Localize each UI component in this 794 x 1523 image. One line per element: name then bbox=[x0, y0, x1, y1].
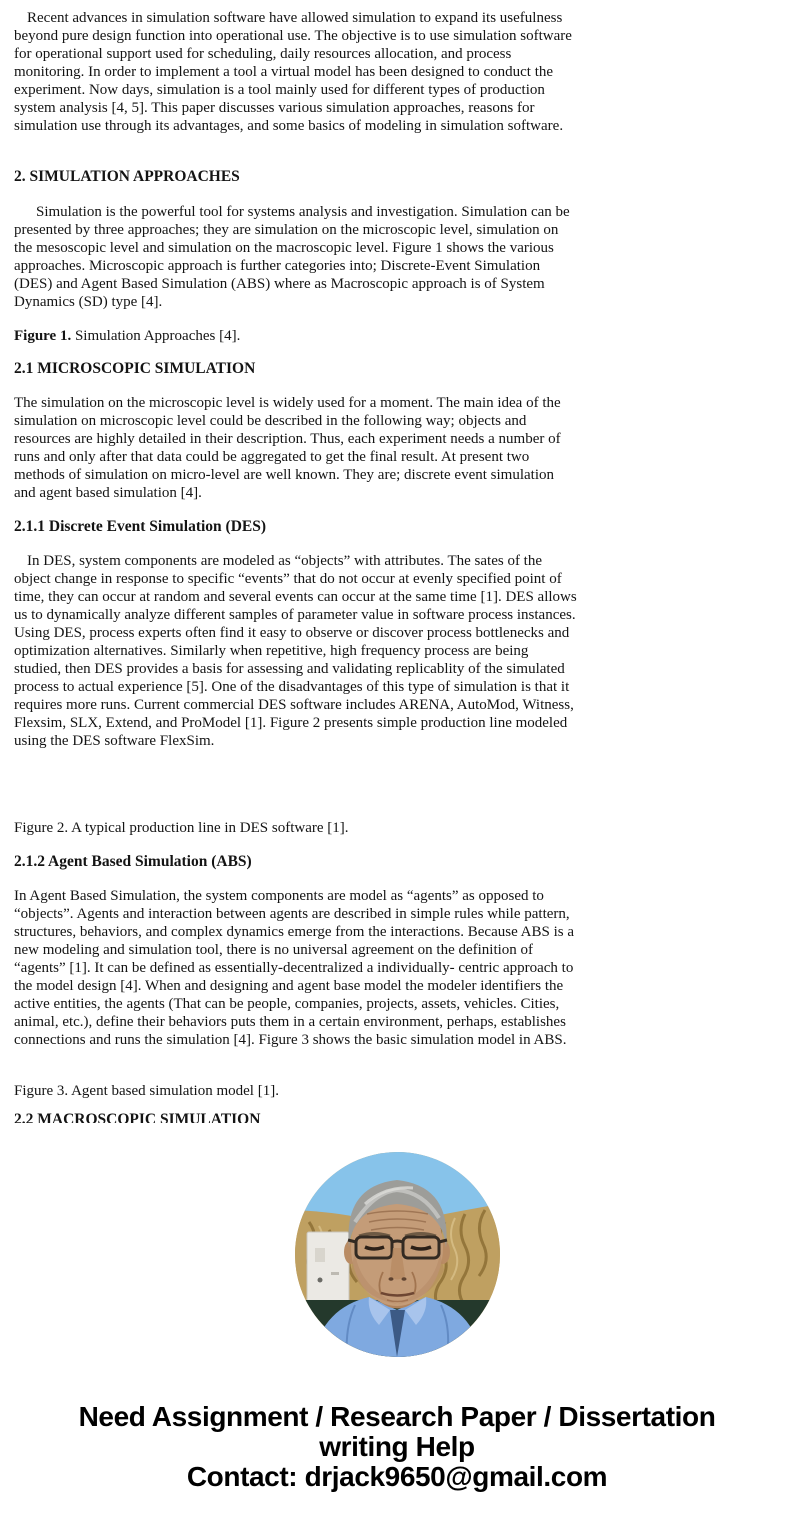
figure2-caption: Figure 2. A typical production line in DES software [1]. bbox=[14, 820, 349, 836]
section212-paragraph: In Agent Based Simulation, the system components are model as “agents” as opposed to “objects”. Agents and interaction between agents are described in simple rules while pattern, structures, behaviors, and complex dynamics emerge from the interactions. Because ABS is a new modeling and simulation tool, there is no universal agreement on the definition of “agents” [1]. It can be defined as essentially-decentralized a individually- centric approach to the model design [4]. When and designing and agent base model the modeler identifiers the active entities, the agents (That can be people, companies, projects, assets, vehicles. Cities, animal, etc.), define their behaviors puts them in a certain environment, perhaps, establishes connections and runs the simulation [4]. Figure 3 shows the basic simulation model in ABS. bbox=[14, 888, 574, 1048]
figure1-caption-text: Simulation Approaches [4]. bbox=[71, 328, 241, 344]
heading-agent-based-simulation: 2.1.2 Agent Based Simulation (ABS) bbox=[14, 853, 252, 870]
figure1-label: Figure 1. bbox=[14, 328, 72, 344]
figure3-caption: Figure 3. Agent based simulation model [1]. bbox=[14, 1083, 279, 1099]
nostril-left bbox=[389, 1277, 394, 1281]
portrait-photo bbox=[295, 1152, 500, 1357]
heading-microscopic-simulation: 2.1 MICROSCOPIC SIMULATION bbox=[14, 360, 256, 377]
figure1-caption bbox=[14, 327, 577, 345]
section2-paragraph: Simulation is the powerful tool for systems analysis and investigation. Simulation can be presented by three approaches; they are simulation on the microscopic level, simulation on the mesoscopic level and simulation on the macroscopic level. Figure 1 shows the various approaches. Microscopic approach is further categories into; Discrete-Event Simulation (DES) and Agent Based Simulation (ABS) where as Macroscopic approach is of System Dynamics (SD) type [4]. bbox=[14, 204, 570, 310]
heading-simulation-approaches: 2. SIMULATION APPROACHES bbox=[14, 168, 240, 185]
section211-paragraph: In DES, system components are modeled as “objects” with attributes. The sates of the object change in response to specific “events” that do not occur at evenly specified point of time, they can occur at random and several events can occur at the same time [1]. DES allows us to dynamically analyze different samples of parameter value in software process instances. Using DES, process experts often find it easy to observe or discover process bottlenecks and optimization alternatives. Similarly when repetitive, high frequency process are being studied, then DES provides a basis for assessing and validating replicablity of the simulated process to actual experience [5]. One of the disadvantages of this type of simulation is that it requires more runs. Current commercial DES software includes ARENA, AutoMod, Witness, Flexsim, SLX, Extend, and ProModel [1]. Figure 2 presents simple production line modeled using the DES software FlexSim. bbox=[14, 553, 577, 749]
eye-right bbox=[411, 1247, 431, 1249]
promo-line-1: Need Assignment / Research Paper / Dissertation bbox=[78, 1401, 716, 1432]
heading-macroscopic-simulation-clipped: 2.2 MACROSCOPIC SIMULATION bbox=[14, 1111, 261, 1123]
portrait-photo-svg bbox=[295, 1152, 500, 1357]
nostril-right bbox=[402, 1277, 407, 1281]
promo-line-2: writing Help bbox=[319, 1431, 475, 1462]
eye-left bbox=[365, 1247, 384, 1249]
promo-banner bbox=[0, 1402, 794, 1492]
section21-paragraph: The simulation on the microscopic level is widely used for a moment. The main idea of the simulation on microscopic level could be described in the following way; objects and resources are highly detailed in their description. Thus, each experiment needs a number of runs and only after that data could be aggregated to get the final result. At present two methods of simulation on micro-level are well known. They are; discrete event simulation and agent based simulation [4]. bbox=[14, 395, 561, 501]
promo-contact-email: Contact: drjack9650@gmail.com bbox=[186, 1461, 608, 1492]
intro-paragraph: Recent advances in simulation software have allowed simulation to expand its usefulness beyond pure design function into operational use. The objective is to use simulation software for operational support used for scheduling, daily resources allocation, and process monitoring. In order to implement a tool a virtual model has been designed to conduct the experiment. Now days, simulation is a tool mainly used for different types of production system analysis [4, 5]. This paper discusses various simulation approaches, reasons for simulation use through its advantages, and some basics of modeling in simulation software. bbox=[14, 10, 572, 134]
heading-discrete-event-simulation: 2.1.1 Discrete Event Simulation (DES) bbox=[14, 518, 267, 535]
